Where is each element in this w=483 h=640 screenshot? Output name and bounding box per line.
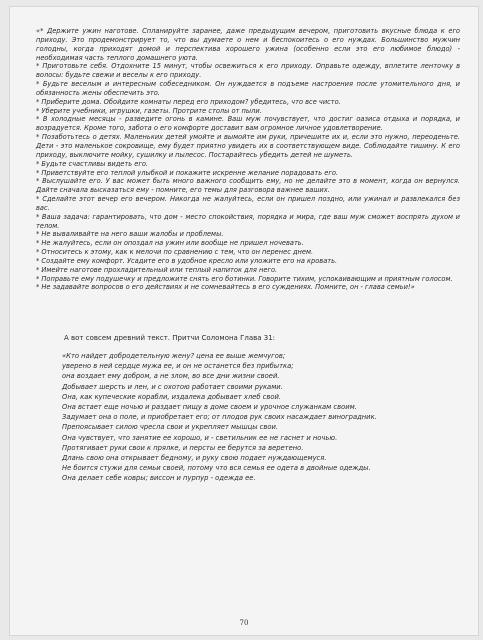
page-number: 70 [239, 619, 249, 627]
paragraph: * Приготовьте себя. Отдохните 15 минут, чтобы освежиться к его приходу. Оправьте одежду, вплетите ленточку в волосы: будьте свежи и веселы к его приходу. [36, 62, 460, 80]
paragraph: * Будьте счастливы видеть его. [36, 159, 149, 168]
paragraph: * Не задавайте вопросов о его действиях и не сомневайтесь в его суждениях. Помните, он - глава семьи!» [36, 283, 415, 292]
verse-line: Она, как купеческие корабли, издалека добывает хлеб свой. [62, 392, 281, 401]
document-page [9, 6, 479, 636]
verse-line: Задумает она о поле, и приобретает его; от плодов рук своих насаждает виноградник. [62, 413, 377, 422]
advice-text [36, 27, 460, 292]
paragraph: * Выслушайте его. У вас может быть много важного сообщить ему, но не делайте это в момент, когда он вернулся. Дайте сначала высказаться ему - помните, его темы для разговора важнее ваших. [36, 177, 460, 195]
verse-line: Добывает шерсть и лен, и с охотою работает своими руками. [62, 382, 283, 391]
paragraph: * В холодные месяцы - разведите огонь в камине. Ваш муж почувствует, что достиг оазиса отдыха и порядка, и возрадуется. Кроме того, забота о его комфорте доставит вам огромное личное удовлетворение. [36, 115, 460, 133]
paragraph: * Уберите учебники, игрушки, газеты. Протрите столы от пыли. [36, 106, 262, 115]
verse-line: Протягивает руки свои к прялке, и персты ее берутся за веретено. [62, 443, 304, 452]
verse-line: «Кто найдет добродетельную жену? цена ее выше жемчугов; [62, 352, 286, 360]
paragraph: * Приветствуйте его теплой улыбкой и покажите искренне желание порадовать его. [36, 168, 338, 177]
verse-line: уверено в ней сердце мужа ее, и он не останется без прибытка; [62, 362, 294, 371]
verse-line: Она встает еще ночью и раздает пищу в доме своем и урочное служанкам своим. [62, 403, 357, 412]
section-heading: А вот совсем древний текст. Притчи Соломона Глава 31: [64, 334, 276, 342]
paragraph: * Создайте ему комфорт. Усадите его в удобное кресло или уложите его на кровать. [36, 256, 338, 265]
verse-line: Препоясывает силою чресла свои и укрепляет мышцы свои. [62, 423, 279, 432]
proverbs-quote [62, 351, 462, 484]
verse-line: она воздает ему добром, а не злом, во все дни жизни своей. [62, 372, 280, 381]
verse-line: Она чувствует, что занятие ее хорошо, и - светильник ее не гаснет и ночью. [62, 433, 338, 442]
verse-line: Не боится стужи для семьи своей, потому что вся семья ее одета в двойные одежды. [62, 464, 371, 473]
paragraph: * Будьте веселым и интересным собеседником. Он нуждается в подъеме настроения после утомительного дня, и обязанность жены обеспечить это. [36, 80, 460, 97]
paragraph: * Позаботьтесь о детях. Маленьких детей умойте и вымойте им руки, причешите их и, если это нужно, переоденьте. Дети - это маленькое сокровище, ему будет приятно увидеть их в соответствующем виде. Соблюдайте тишину. К его приходу, выключите мойку, сушилку и пылесос. Постарайтесь убедить детей не шуметь. [36, 133, 460, 159]
verse-line: Длань свою она открывает бедному, и руку свою подает нуждающемуся. [62, 454, 327, 463]
paragraph: «* Держите ужин наготове. Спланируйте заранее, даже предыдущим вечером, приготовить вкусные блюда к его приходу. Это продемонстрирует то, что вы думаете о нем и беспокоитесь о его нуждах. Большинство мужчин голодны, когда приходят домой и перспектива хорошего ужина (особенно если это его любимое блюдо) - необходимая часть теплого домашнего уюта. [36, 27, 460, 62]
paragraph: * Поправьте ему подушечку и предложите снять его ботинки. Говорите тихим, успокаивающим и приятным голосом. [36, 274, 453, 283]
paragraph: * Относитесь к этому, как к мелочи по сравнению с тем, что он перенес днем. [36, 248, 314, 257]
verse-line: Она делает себе ковры; виссон и пурпур - одежда ее. [62, 474, 256, 483]
paragraph: * Сделайте этот вечер его вечером. Никогда не жалуйтесь, если он пришел поздно, или ужинал и развлекался без вас. [36, 195, 460, 212]
paragraph: * Не вываливайте на него ваши жалобы и проблемы. [36, 230, 224, 239]
paragraph: * Имейте наготове прохладительный или теплый напиток для него. [36, 265, 278, 274]
paragraph: * Ваша задача: гарантировать, что дом - место спокойствия, порядка и мира, где ваш муж сможет воспрять духом и телом. [36, 212, 460, 230]
paragraph: * Не жалуйтесь, если он опоздал на ужин или вообще не пришел ночевать. [36, 239, 304, 248]
paragraph: * Приберите дома. Обойдите комнаты перед его приходом? убедитесь, что все чисто. [36, 97, 341, 106]
